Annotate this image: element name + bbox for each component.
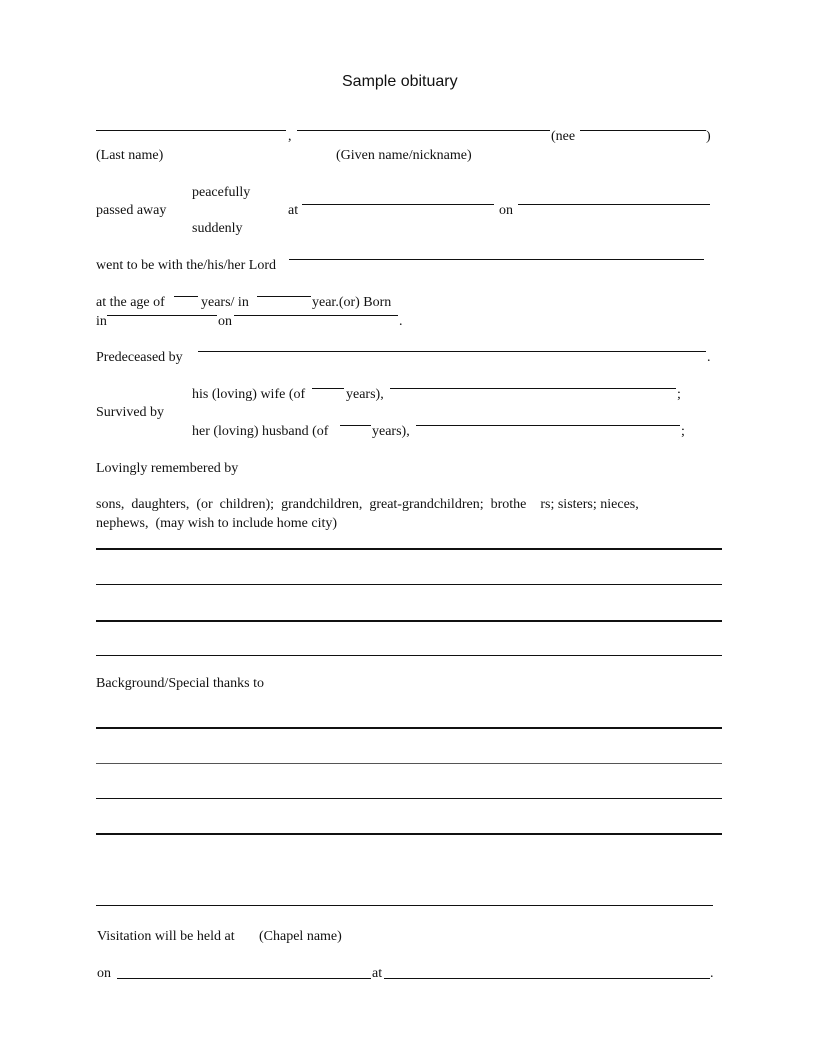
remembered-relations-line-1: sons, daughters, (or children); grandchildren, great-grandchildren; brothe rs; sisters; nieces, [96, 497, 639, 512]
birthdate-field[interactable] [234, 315, 398, 316]
born-on-label: on [218, 314, 232, 329]
last-name-label: (Last name) [96, 148, 164, 163]
document-title: Sample obituary [342, 73, 458, 90]
wife-years-field[interactable] [312, 388, 344, 389]
remembered-writing-line-2[interactable] [96, 584, 722, 585]
nee-close-paren: ) [706, 129, 711, 144]
visitation-location-field[interactable] [384, 978, 710, 979]
predeceased-field[interactable] [198, 351, 706, 352]
born-in-label: in [96, 314, 107, 329]
suddenly-option: suddenly [192, 221, 243, 236]
remembered-writing-line-3[interactable] [96, 620, 722, 622]
wife-years-label: years), [346, 387, 384, 402]
age-field[interactable] [174, 296, 198, 297]
husband-semicolon: ; [681, 424, 685, 439]
visitation-label: Visitation will be held at [97, 929, 235, 944]
given-name-field[interactable] [297, 130, 550, 131]
passed-date-field[interactable] [518, 204, 710, 205]
visitation-period: . [710, 966, 714, 981]
passed-location-field[interactable] [302, 204, 494, 205]
remembered-writing-line-1[interactable] [96, 548, 722, 550]
lord-field[interactable] [289, 259, 704, 260]
peacefully-option: peacefully [192, 185, 251, 200]
background-writing-line-4[interactable] [96, 833, 722, 835]
year-field[interactable] [257, 296, 311, 297]
background-writing-line-1[interactable] [96, 727, 722, 729]
background-writing-line-5[interactable] [96, 905, 713, 906]
last-name-field[interactable] [96, 130, 286, 131]
predeceased-label: Predeceased by [96, 350, 183, 365]
passed-away-label: passed away [96, 203, 167, 218]
name-comma: , [288, 129, 292, 144]
passed-at-label: at [288, 203, 299, 218]
husband-years-field[interactable] [340, 425, 371, 426]
lord-label: went to be with the/his/her Lord [96, 258, 277, 273]
remembered-relations-line-2: nephews, (may wish to include home city) [96, 516, 338, 531]
years-in-label: years/ in [201, 295, 249, 310]
background-label: Background/Special thanks to [96, 676, 264, 691]
visitation-on-label: on [97, 966, 111, 981]
husband-label: her (loving) husband (of [192, 424, 329, 439]
husband-years-label: years), [372, 424, 410, 439]
wife-semicolon: ; [677, 387, 681, 402]
passed-on-label: on [499, 203, 513, 218]
remembered-label: Lovingly remembered by [96, 461, 239, 476]
maiden-name-field[interactable] [580, 130, 706, 131]
nee-label: (nee [551, 129, 576, 144]
year-born-label: year.(or) Born [312, 295, 392, 310]
predeceased-period: . [707, 350, 711, 365]
survived-by-label: Survived by [96, 405, 165, 420]
visitation-date-field[interactable] [117, 978, 371, 979]
age-prefix-label: at the age of [96, 295, 165, 310]
wife-label: his (loving) wife (of [192, 387, 306, 402]
remembered-writing-line-4[interactable] [96, 655, 722, 656]
chapel-name-label: (Chapel name) [259, 929, 342, 944]
visitation-at-label: at [372, 966, 383, 981]
born-period: . [399, 314, 403, 329]
given-name-label: (Given name/nickname) [336, 148, 472, 163]
husband-name-field[interactable] [416, 425, 680, 426]
background-writing-line-3[interactable] [96, 798, 722, 799]
background-writing-line-2[interactable] [96, 763, 722, 764]
wife-name-field[interactable] [390, 388, 676, 389]
birthplace-field[interactable] [107, 315, 217, 316]
